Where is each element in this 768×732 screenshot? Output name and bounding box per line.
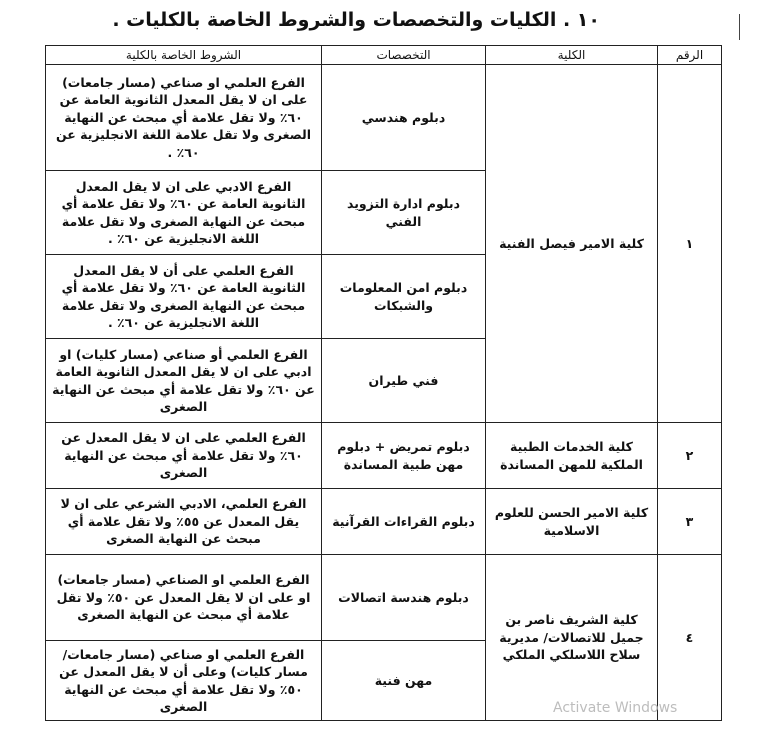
header-conditions: الشروط الخاصة بالكلية — [46, 46, 322, 65]
condition-cell: الفرع الادبي على ان لا يقل المعدل الثانوية العامة عن ٦٠٪ ولا تقل علامة أي مبحث عن النهاية الصغرى ولا تقل علامة اللغة الانجليزية عن ٦٠٪ . — [46, 171, 322, 255]
table-row — [46, 65, 722, 171]
condition-cell: الفرع العلمي على ان لا يقل المعدل عن ٦٠٪ ولا تقل علامة أي مبحث عن النهاية الصغرى — [46, 423, 322, 489]
condition-cell: الفرع العلمي أو صناعي (مسار كليات) او ادبي على ان لا يقل المعدل الثانوية العامة عن ٦٠٪ ولا تقل علامة أي مبحث عن النهاية الصغرى — [46, 339, 322, 423]
specialization-cell: دبلوم هندسة اتصالات — [322, 555, 486, 641]
specialization-cell: مهن فنية — [322, 641, 486, 721]
page-title: ١٠ . الكليات والتخصصات والشروط الخاصة بالكليات . — [112, 9, 600, 31]
table-row — [46, 489, 722, 555]
condition-cell: الفرع العلمي، الادبي الشرعي على ان لا يقل المعدل عن ٥٥٪ ولا تقل علامة أي مبحث عن النهاية الصغرى — [46, 489, 322, 555]
college-name: كلية الشريف ناصر بن جميل للاتصالات/ مديرية سلاح اللاسلكي الملكي — [486, 555, 658, 721]
specialization-cell: فني طيران — [322, 339, 486, 423]
specialization-cell: دبلوم ادارة التزويد الفني — [322, 171, 486, 255]
row-number: ٢ — [658, 423, 722, 489]
specialization-cell: دبلوم القراءات القرآنية — [322, 489, 486, 555]
title-rule — [739, 14, 740, 40]
table-row — [46, 555, 722, 641]
college-name: كلية الامير فيصل الفنية — [486, 65, 658, 423]
row-number: ٣ — [658, 489, 722, 555]
college-name: كلية الامير الحسن للعلوم الاسلامية — [486, 489, 658, 555]
header-specializations: التخصصات — [322, 46, 486, 65]
table-row — [46, 423, 722, 489]
header-college: الكلية — [486, 46, 658, 65]
specialization-cell: دبلوم هندسي — [322, 65, 486, 171]
activate-windows-watermark: Activate Windows — [553, 700, 678, 716]
college-name: كلية الخدمات الطبية الملكية للمهن المساندة — [486, 423, 658, 489]
row-number: ٤ — [658, 555, 722, 721]
condition-cell: الفرع العلمي او صناعي (مسار جامعات/ مسار كليات) وعلى أن لا يقل المعدل عن ٥٠٪ ولا تقل علامة أي مبحث عن النهاية الصغرى — [46, 641, 322, 721]
specialization-cell: دبلوم تمريض + دبلوم مهن طبية المساندة — [322, 423, 486, 489]
specialization-cell: دبلوم امن المعلومات والشبكات — [322, 255, 486, 339]
header-number: الرقم — [658, 46, 722, 65]
condition-cell: الفرع العلمي او الصناعي (مسار جامعات) او على ان لا يقل المعدل عن ٥٠٪ ولا تقل علامة أي مبحث عن النهاية الصغرى — [46, 555, 322, 641]
condition-cell: الفرع العلمي او صناعي (مسار جامعات) على ان لا يقل المعدل الثانوية العامة عن ٦٠٪ ولا تقل علامة أي مبحث عن النهاية الصغرى ولا تقل علامة اللغة الانجليزية عن ٦٠٪ . — [46, 65, 322, 171]
row-number: ١ — [658, 65, 722, 423]
colleges-table — [45, 45, 722, 721]
condition-cell: الفرع العلمي على أن لا يقل المعدل الثانوية العامة عن ٦٠٪ ولا تقل علامة أي مبحث عن النهاية الصغرى ولا تقل علامة اللغة الانجليزية عن ٦٠٪ . — [46, 255, 322, 339]
table-header-row — [46, 46, 722, 65]
